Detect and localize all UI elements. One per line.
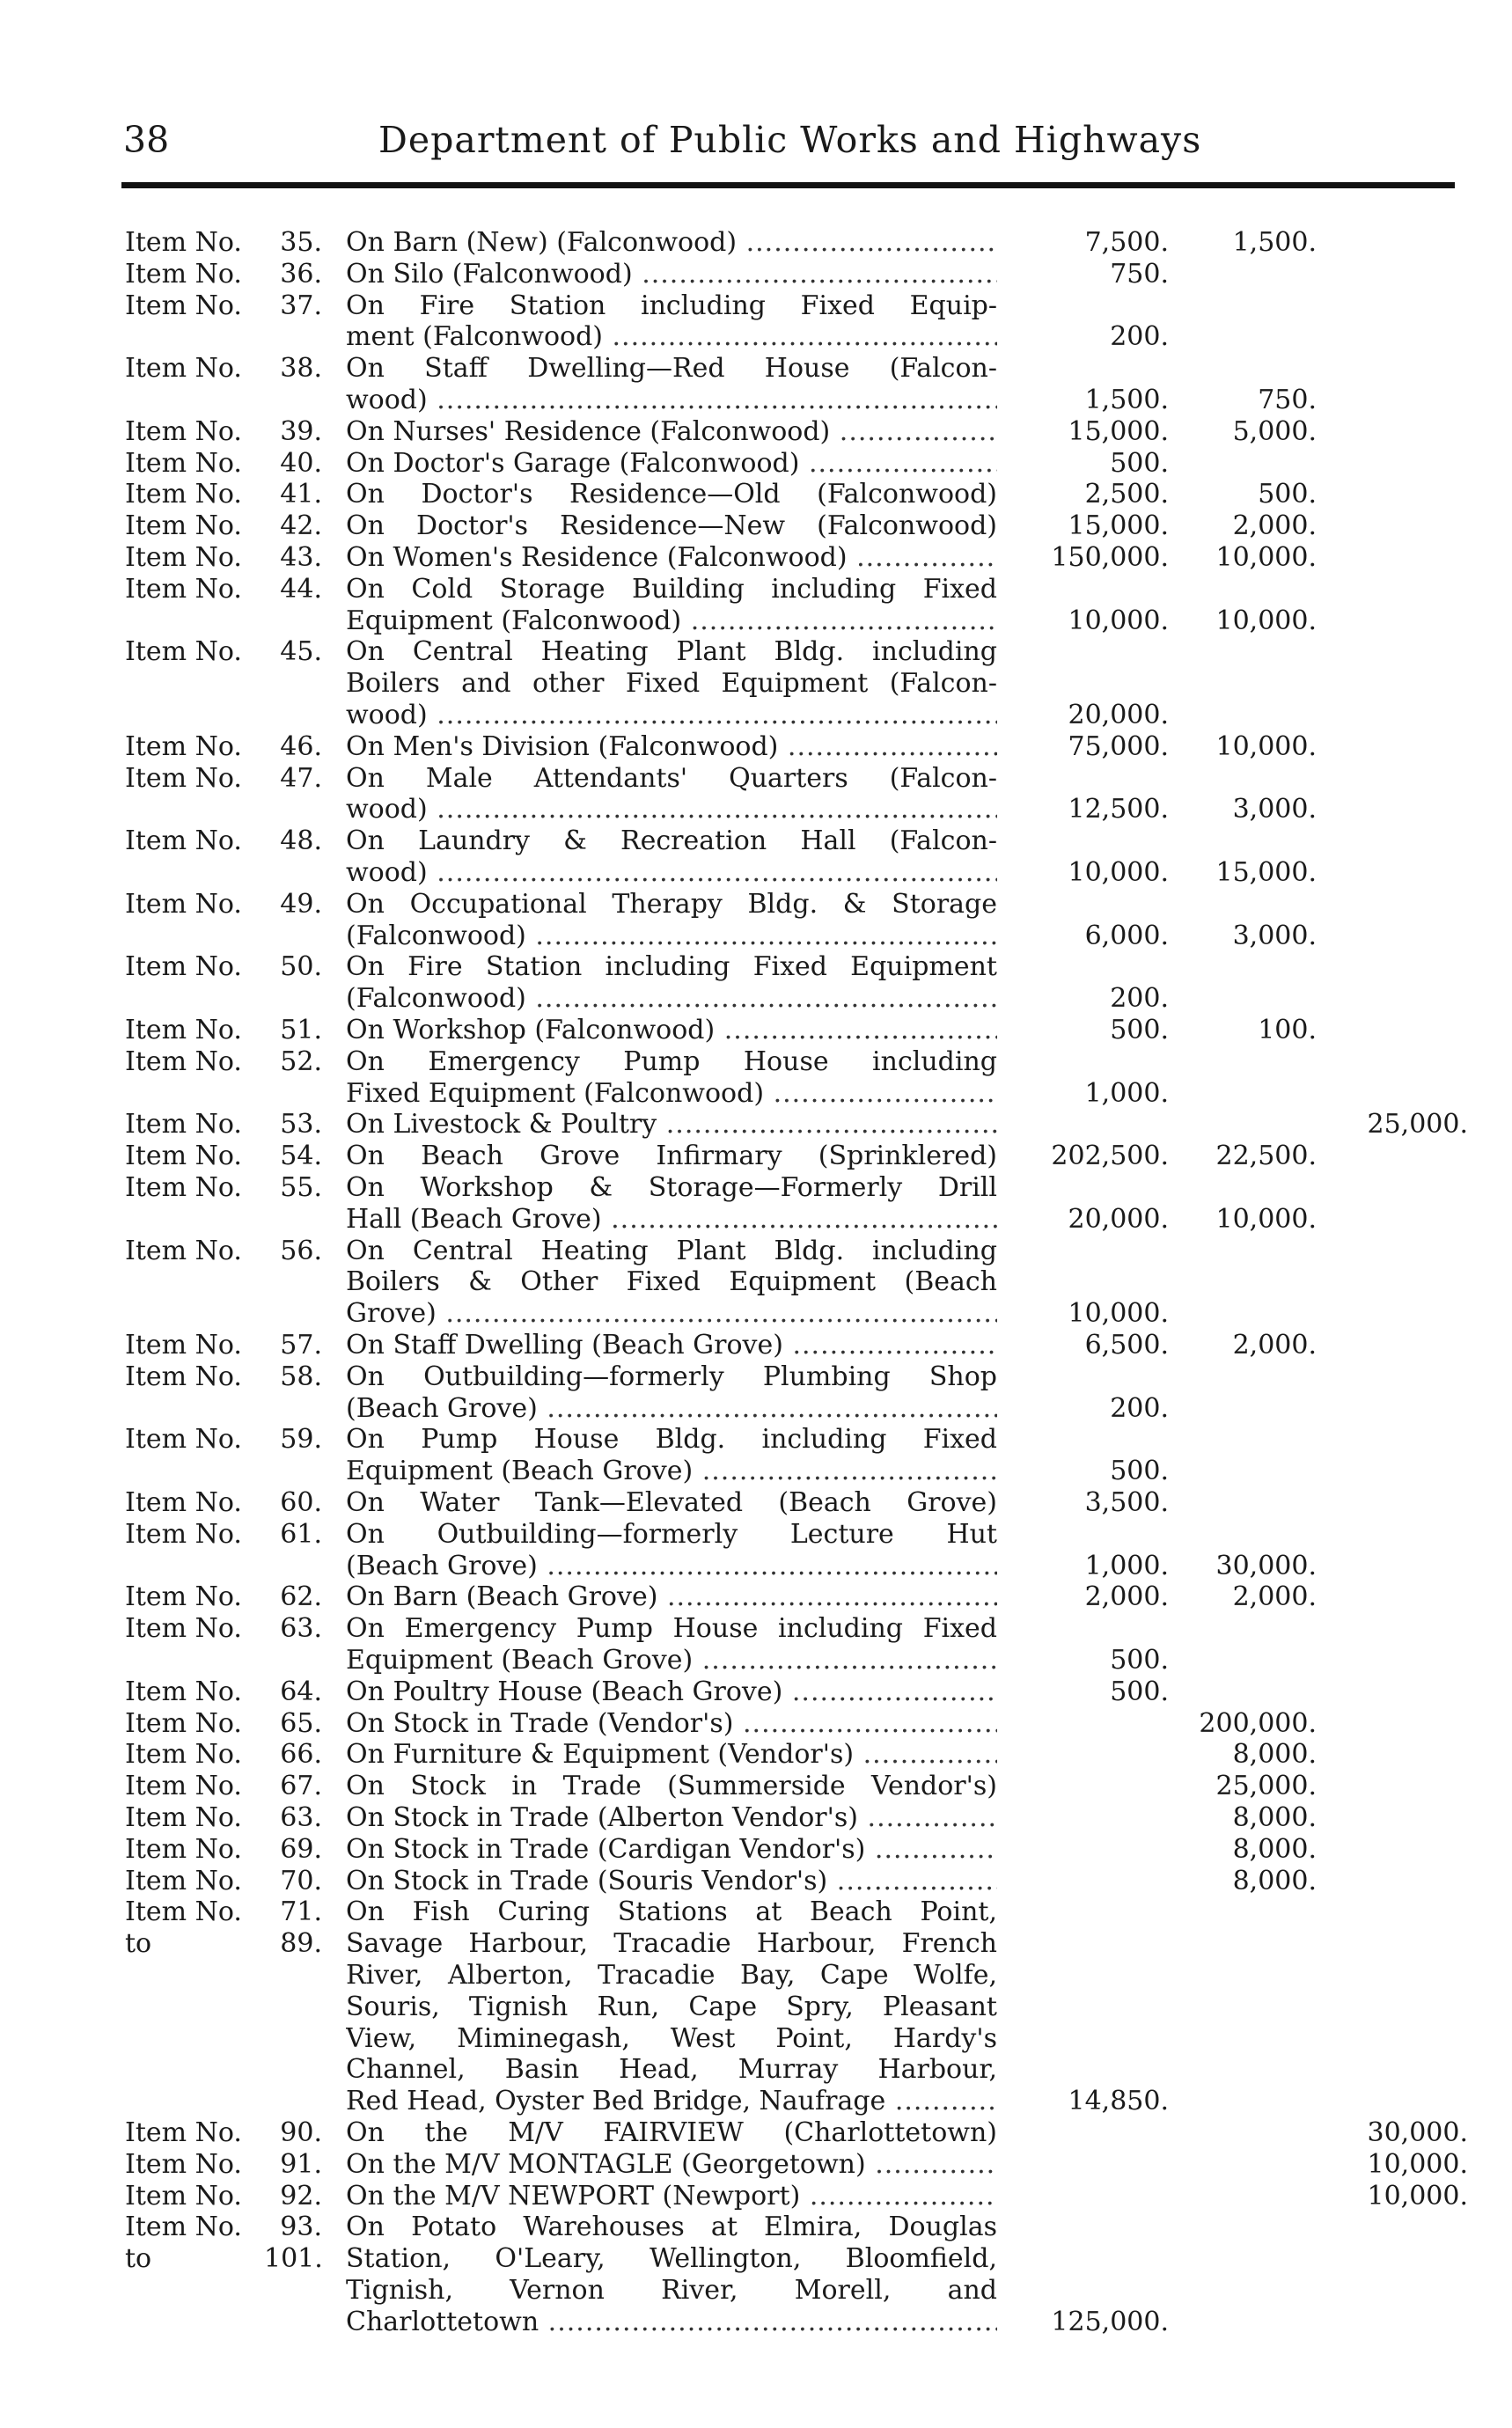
item-description: On Doctor's Residence—Old (Falconwood) bbox=[346, 479, 997, 510]
item-description: On Doctor's Residence—New (Falconwood) bbox=[346, 510, 997, 542]
item-label: Item No. bbox=[125, 1613, 242, 1645]
amount-col-1: 6,500. bbox=[1084, 1330, 1169, 1361]
item-label: Item No. bbox=[125, 1802, 242, 1833]
amount-col-2: 10,000. bbox=[1215, 605, 1317, 636]
amount-col-2: 2,000. bbox=[1232, 1330, 1317, 1361]
item-label: Item No. bbox=[125, 1739, 242, 1771]
item-label: Item No. bbox=[125, 1865, 242, 1896]
item-description: Charlottetown ..... bbox=[346, 2307, 997, 2337]
list-item bbox=[0, 1834, 1512, 1865]
item-number: 55. bbox=[280, 1172, 322, 1203]
list-item bbox=[0, 951, 1512, 982]
item-label: Item No. bbox=[125, 353, 242, 385]
item-description: Red Head, Oyster Bed Bridge, Naufrage ..... bbox=[346, 2086, 997, 2116]
list-item bbox=[0, 385, 1512, 415]
item-label: Item No. bbox=[125, 1424, 242, 1456]
list-item bbox=[0, 794, 1512, 825]
list-item bbox=[0, 1456, 1512, 1486]
amount-col-1: 15,000. bbox=[1068, 415, 1169, 447]
item-label: Item No. bbox=[125, 1172, 242, 1203]
list-item bbox=[0, 574, 1512, 605]
amount-col-2: 15,000. bbox=[1215, 857, 1317, 888]
amount-col-2: 3,000. bbox=[1232, 794, 1317, 825]
item-description: On Beach Grove Infirmary (Sprinklered) bbox=[346, 1141, 997, 1172]
list-item bbox=[0, 668, 1512, 699]
list-item bbox=[0, 2054, 1512, 2085]
list-item bbox=[0, 1771, 1512, 1801]
amount-col-1: 200. bbox=[1110, 983, 1169, 1015]
list-item bbox=[0, 763, 1512, 794]
amount-col-1: 10,000. bbox=[1068, 857, 1169, 888]
item-label: Item No. bbox=[125, 227, 242, 258]
amount-col-1: 500. bbox=[1110, 1015, 1169, 1045]
list-item bbox=[0, 605, 1512, 636]
amount-col-2: 8,000. bbox=[1232, 1739, 1317, 1771]
item-number: 46. bbox=[280, 730, 322, 762]
item-number: 47. bbox=[280, 762, 322, 794]
item-label: Item No. bbox=[125, 415, 242, 447]
item-number: 90. bbox=[280, 2117, 322, 2148]
item-number: 35. bbox=[280, 227, 322, 258]
amount-col-2: 8,000. bbox=[1232, 1865, 1317, 1896]
item-description: On Nurses' Residence (Falconwood) ..... bbox=[346, 416, 997, 447]
header-rule bbox=[121, 182, 1455, 188]
list-item bbox=[0, 1613, 1512, 1644]
item-description: On Outbuilding—formerly Plumbing Shop bbox=[346, 1361, 997, 1392]
item-number: 67. bbox=[280, 1771, 322, 1802]
amount-col-1: 2,000. bbox=[1084, 1581, 1169, 1613]
item-label: Item No. bbox=[125, 2117, 242, 2148]
item-description: On Stock in Trade (Summerside Vendor's) bbox=[346, 1771, 997, 1802]
item-number: 39. bbox=[280, 415, 322, 447]
list-item bbox=[0, 416, 1512, 447]
list-item bbox=[0, 2181, 1512, 2212]
item-description: On Cold Storage Building including Fixed bbox=[346, 573, 997, 605]
amount-col-1: 15,000. bbox=[1068, 510, 1169, 542]
item-number: 52. bbox=[280, 1045, 322, 1077]
item-number: 59. bbox=[280, 1424, 322, 1456]
item-number: 41. bbox=[280, 479, 322, 510]
list-item bbox=[0, 1141, 1512, 1171]
item-label: Item No. bbox=[125, 447, 242, 479]
item-label: to bbox=[125, 2243, 152, 2275]
item-description: On the M/V FAIRVIEW (Charlottetown) bbox=[346, 2117, 997, 2148]
list-item bbox=[0, 1866, 1512, 1896]
item-description: On Water Tank—Elevated (Beach Grove) bbox=[346, 1487, 997, 1518]
item-number: 38. bbox=[280, 353, 322, 385]
item-number: 51. bbox=[280, 1015, 322, 1045]
item-number: 43. bbox=[280, 542, 322, 573]
item-description: On Stock in Trade (Cardigan Vendor's) ..... bbox=[346, 1834, 997, 1865]
amount-col-1: 125,000. bbox=[1051, 2306, 1169, 2337]
item-number: 40. bbox=[280, 447, 322, 479]
item-description: On Fire Station including Fixed Equip- bbox=[346, 290, 997, 321]
item-description: On Potato Warehouses at Elmira, Douglas bbox=[346, 2212, 997, 2243]
amount-col-1: 150,000. bbox=[1051, 542, 1169, 573]
item-description: Station, O'Leary, Wellington, Bloomfield, bbox=[346, 2243, 997, 2275]
item-description: (Beach Grove) ..... bbox=[346, 1393, 997, 1424]
amount-col-2: 8,000. bbox=[1232, 1833, 1317, 1865]
list-item bbox=[0, 448, 1512, 479]
amount-col-1: 500. bbox=[1110, 447, 1169, 479]
amount-col-1: 500. bbox=[1110, 1456, 1169, 1487]
item-description: On Men's Division (Falconwood) ..... bbox=[346, 731, 997, 762]
item-description: On Livestock & Poultry ..... bbox=[346, 1109, 997, 1140]
list-item bbox=[0, 731, 1512, 762]
list-item bbox=[0, 290, 1512, 321]
item-label: Item No. bbox=[125, 290, 242, 321]
list-item bbox=[0, 1236, 1512, 1266]
item-description: View, Miminegash, West Point, Hardy's bbox=[346, 2022, 997, 2054]
item-description: wood) ..... bbox=[346, 700, 997, 730]
item-label: Item No. bbox=[125, 1771, 242, 1802]
amount-col-3: 10,000. bbox=[1367, 2180, 1468, 2212]
amount-col-1: 1,000. bbox=[1084, 1550, 1169, 1581]
item-description: On Fish Curing Stations at Beach Point, bbox=[346, 1896, 997, 1928]
page-header bbox=[123, 119, 1452, 172]
item-label: Item No. bbox=[125, 1581, 242, 1613]
item-description: On Stock in Trade (Vendor's) ..... bbox=[346, 1708, 997, 1739]
item-number: 70. bbox=[280, 1865, 322, 1896]
item-label: Item No. bbox=[125, 1235, 242, 1266]
amount-col-2: 500. bbox=[1258, 479, 1317, 510]
amount-col-1: 200. bbox=[1110, 321, 1169, 353]
list-item bbox=[0, 1424, 1512, 1455]
item-number: 65. bbox=[280, 1707, 322, 1739]
item-number: 93. bbox=[280, 2212, 322, 2243]
list-item bbox=[0, 2307, 1512, 2337]
item-number: 49. bbox=[280, 888, 322, 920]
amount-col-1: 7,500. bbox=[1084, 227, 1169, 258]
item-number: 42. bbox=[280, 510, 322, 542]
item-description: Boilers and other Fixed Equipment (Falcon- bbox=[346, 668, 997, 700]
amount-col-3: 10,000. bbox=[1367, 2148, 1468, 2180]
item-description: ment (Falconwood) ..... bbox=[346, 321, 997, 352]
item-description: On Fire Station including Fixed Equipment bbox=[346, 951, 997, 983]
list-item bbox=[0, 1330, 1512, 1361]
list-item bbox=[0, 2275, 1512, 2306]
item-description: On Silo (Falconwood) ..... bbox=[346, 259, 997, 290]
list-item bbox=[0, 227, 1512, 258]
item-number: 89. bbox=[280, 1928, 322, 1960]
amount-col-1: 202,500. bbox=[1051, 1141, 1169, 1172]
item-description: On Stock in Trade (Alberton Vendor's) ..... bbox=[346, 1802, 997, 1833]
list-item bbox=[0, 2149, 1512, 2180]
list-item bbox=[0, 1046, 1512, 1077]
item-label: Item No. bbox=[125, 1045, 242, 1077]
item-label: Item No. bbox=[125, 573, 242, 605]
amount-col-2: 200,000. bbox=[1199, 1707, 1317, 1739]
amount-col-2: 5,000. bbox=[1232, 415, 1317, 447]
amount-col-1: 500. bbox=[1110, 1645, 1169, 1676]
item-description: On Workshop & Storage—Formerly Drill bbox=[346, 1172, 997, 1203]
list-item bbox=[0, 2117, 1512, 2148]
item-description: Hall (Beach Grove) ..... bbox=[346, 1204, 997, 1235]
item-description: On Barn (Beach Grove) ..... bbox=[346, 1581, 997, 1612]
list-item bbox=[0, 479, 1512, 510]
item-description: On Stock in Trade (Souris Vendor's) ..... bbox=[346, 1866, 997, 1896]
amount-col-1: 75,000. bbox=[1068, 730, 1169, 762]
amount-col-1: 1,000. bbox=[1084, 1077, 1169, 1109]
amount-col-2: 1,500. bbox=[1232, 227, 1317, 258]
item-description: Souris, Tignish Run, Cape Spry, Pleasant bbox=[346, 1991, 997, 2022]
amount-col-2: 10,000. bbox=[1215, 1203, 1317, 1235]
item-description: On the M/V MONTAGLE (Georgetown) ..... bbox=[346, 2149, 997, 2180]
list-item bbox=[0, 636, 1512, 667]
item-label: Item No. bbox=[125, 1707, 242, 1739]
amount-col-2: 2,000. bbox=[1232, 1581, 1317, 1613]
item-label: Item No. bbox=[125, 762, 242, 794]
item-number: 69. bbox=[280, 1833, 322, 1865]
item-number: 64. bbox=[280, 1676, 322, 1707]
list-item bbox=[0, 1266, 1512, 1297]
amount-col-1: 10,000. bbox=[1068, 1298, 1169, 1330]
item-label: Item No. bbox=[125, 1487, 242, 1518]
list-item bbox=[0, 857, 1512, 888]
item-label: Item No. bbox=[125, 1141, 242, 1172]
list-item bbox=[0, 1992, 1512, 2022]
list-item bbox=[0, 825, 1512, 856]
item-description: On Staff Dwelling (Beach Grove) ..... bbox=[346, 1330, 997, 1361]
item-number: 91. bbox=[280, 2148, 322, 2180]
item-description: Tignish, Vernon River, Morell, and bbox=[346, 2275, 997, 2306]
item-label: Item No. bbox=[125, 1896, 242, 1928]
page-number: 38 bbox=[123, 119, 170, 161]
amount-col-2: 2,000. bbox=[1232, 510, 1317, 542]
list-item bbox=[0, 1896, 1512, 1927]
amount-col-1: 6,000. bbox=[1084, 920, 1169, 951]
item-label: Item No. bbox=[125, 542, 242, 573]
list-item bbox=[0, 321, 1512, 352]
item-label: Item No. bbox=[125, 1015, 242, 1045]
amount-col-2: 3,000. bbox=[1232, 920, 1317, 951]
item-number: 48. bbox=[280, 825, 322, 857]
list-item bbox=[0, 1928, 1512, 1959]
amount-col-1: 2,500. bbox=[1084, 479, 1169, 510]
list-item bbox=[0, 1708, 1512, 1739]
item-description: On Emergency Pump House including bbox=[346, 1045, 997, 1077]
item-description: On Women's Residence (Falconwood) ..... bbox=[346, 542, 997, 573]
item-number: 56. bbox=[280, 1235, 322, 1266]
amount-col-1: 20,000. bbox=[1068, 700, 1169, 730]
item-description: On Staff Dwelling—Red House (Falcon- bbox=[346, 353, 997, 385]
list-item bbox=[0, 1298, 1512, 1329]
item-number: 71. bbox=[280, 1896, 322, 1928]
amount-col-1: 200. bbox=[1110, 1392, 1169, 1424]
list-item bbox=[0, 2212, 1512, 2242]
list-item bbox=[0, 1204, 1512, 1235]
list-item bbox=[0, 921, 1512, 951]
amount-col-2: 25,000. bbox=[1215, 1771, 1317, 1802]
item-label: Item No. bbox=[125, 510, 242, 542]
item-label: Item No. bbox=[125, 730, 242, 762]
amount-col-1: 14,850. bbox=[1068, 2086, 1169, 2117]
page-title: Department of Public Works and Highways bbox=[378, 119, 1202, 161]
item-label: Item No. bbox=[125, 1361, 242, 1392]
item-number: 53. bbox=[280, 1109, 322, 1141]
item-description: Grove) ..... bbox=[346, 1298, 997, 1329]
amount-col-1: 10,000. bbox=[1068, 605, 1169, 636]
amount-col-1: 500. bbox=[1110, 1676, 1169, 1707]
item-label: Item No. bbox=[125, 1330, 242, 1361]
item-number: 58. bbox=[280, 1361, 322, 1392]
list-item bbox=[0, 1960, 1512, 1991]
list-item bbox=[0, 2243, 1512, 2274]
amount-col-2: 30,000. bbox=[1215, 1550, 1317, 1581]
list-item bbox=[0, 1487, 1512, 1518]
amount-col-2: 10,000. bbox=[1215, 542, 1317, 573]
item-description: Equipment (Beach Grove) ..... bbox=[346, 1456, 997, 1486]
item-label: Item No. bbox=[125, 1676, 242, 1707]
item-description: Boilers & Other Fixed Equipment (Beach bbox=[346, 1266, 997, 1298]
item-description: On Emergency Pump House including Fixed bbox=[346, 1613, 997, 1645]
item-number: 36. bbox=[280, 258, 322, 290]
amount-col-2: 8,000. bbox=[1232, 1802, 1317, 1833]
item-description: Equipment (Falconwood) ..... bbox=[346, 605, 997, 636]
amount-col-2: 10,000. bbox=[1215, 730, 1317, 762]
item-number: 57. bbox=[280, 1330, 322, 1361]
amount-col-1: 12,500. bbox=[1068, 794, 1169, 825]
item-description: On Barn (New) (Falconwood) ..... bbox=[346, 227, 997, 258]
list-item bbox=[0, 1361, 1512, 1392]
item-number: 54. bbox=[280, 1141, 322, 1172]
item-description: On Pump House Bldg. including Fixed bbox=[346, 1424, 997, 1456]
item-description: (Beach Grove) ..... bbox=[346, 1551, 997, 1581]
amount-col-2: 750. bbox=[1258, 385, 1317, 415]
item-description: wood) ..... bbox=[346, 385, 997, 415]
item-label: Item No. bbox=[125, 888, 242, 920]
list-item bbox=[0, 1078, 1512, 1109]
item-description: On Central Heating Plant Bldg. including bbox=[346, 636, 997, 668]
item-number: 66. bbox=[280, 1739, 322, 1771]
item-description: Equipment (Beach Grove) ..... bbox=[346, 1645, 997, 1676]
list-item bbox=[0, 1645, 1512, 1676]
item-label: Item No. bbox=[125, 2212, 242, 2243]
item-description: wood) ..... bbox=[346, 857, 997, 888]
item-label: Item No. bbox=[125, 951, 242, 983]
item-description: On Furniture & Equipment (Vendor's) ..... bbox=[346, 1739, 997, 1770]
list-item bbox=[0, 1172, 1512, 1203]
item-label: Item No. bbox=[125, 2180, 242, 2212]
amount-col-1: 750. bbox=[1110, 258, 1169, 290]
list-item bbox=[0, 1109, 1512, 1140]
list-item bbox=[0, 1551, 1512, 1581]
item-number: 63. bbox=[280, 1613, 322, 1645]
item-description: Fixed Equipment (Falconwood) ..... bbox=[346, 1078, 997, 1109]
list-item bbox=[0, 1739, 1512, 1770]
amount-col-3: 25,000. bbox=[1367, 1109, 1468, 1141]
list-item bbox=[0, 1015, 1512, 1045]
list-item bbox=[0, 353, 1512, 384]
item-description: On Laundry & Recreation Hall (Falcon- bbox=[346, 825, 997, 857]
item-number: 45. bbox=[280, 636, 322, 668]
item-description: On Outbuilding—formerly Lecture Hut bbox=[346, 1518, 997, 1550]
item-label: Item No. bbox=[125, 636, 242, 668]
amount-col-3: 30,000. bbox=[1367, 2117, 1468, 2148]
item-description: (Falconwood) ..... bbox=[346, 983, 997, 1014]
amount-col-1: 20,000. bbox=[1068, 1203, 1169, 1235]
list-item bbox=[0, 2086, 1512, 2116]
item-number: 50. bbox=[280, 951, 322, 983]
item-description: On Workshop (Falconwood) ..... bbox=[346, 1015, 997, 1045]
item-description: On Male Attendants' Quarters (Falcon- bbox=[346, 762, 997, 794]
list-item bbox=[0, 700, 1512, 730]
item-description: Channel, Basin Head, Murray Harbour, bbox=[346, 2054, 997, 2086]
item-label: Item No. bbox=[125, 1518, 242, 1550]
item-label: Item No. bbox=[125, 825, 242, 857]
item-description: On Poultry House (Beach Grove) ..... bbox=[346, 1676, 997, 1707]
item-label: Item No. bbox=[125, 1109, 242, 1141]
item-number: 92. bbox=[280, 2180, 322, 2212]
item-number: 37. bbox=[280, 290, 322, 321]
item-number: 61. bbox=[280, 1518, 322, 1550]
list-item bbox=[0, 1581, 1512, 1612]
item-label: Item No. bbox=[125, 1833, 242, 1865]
item-description: (Falconwood) ..... bbox=[346, 921, 997, 951]
item-label: Item No. bbox=[125, 2148, 242, 2180]
item-description: wood) ..... bbox=[346, 794, 997, 825]
amount-col-1: 3,500. bbox=[1084, 1487, 1169, 1518]
item-description: On the M/V NEWPORT (Newport) ..... bbox=[346, 2181, 997, 2212]
item-description: On Doctor's Garage (Falconwood) ..... bbox=[346, 448, 997, 479]
item-number: 44. bbox=[280, 573, 322, 605]
item-label: Item No. bbox=[125, 258, 242, 290]
list-item bbox=[0, 1393, 1512, 1424]
item-label: Item No. bbox=[125, 479, 242, 510]
item-description: Savage Harbour, Tracadie Harbour, French bbox=[346, 1928, 997, 1960]
list-item bbox=[0, 1519, 1512, 1550]
item-label: to bbox=[125, 1928, 152, 1960]
item-description: River, Alberton, Tracadie Bay, Cape Wolfe, bbox=[346, 1960, 997, 1991]
list-item bbox=[0, 1802, 1512, 1833]
list-item bbox=[0, 889, 1512, 920]
list-item bbox=[0, 983, 1512, 1014]
list-item bbox=[0, 2023, 1512, 2054]
item-number: 101. bbox=[264, 2243, 323, 2275]
amount-col-2: 100. bbox=[1258, 1015, 1317, 1045]
item-number: 62. bbox=[280, 1581, 322, 1613]
list-item bbox=[0, 542, 1512, 573]
list-item bbox=[0, 1676, 1512, 1707]
item-number: 60. bbox=[280, 1487, 322, 1518]
item-description: On Occupational Therapy Bldg. & Storage bbox=[346, 888, 997, 920]
list-item bbox=[0, 259, 1512, 290]
item-description: On Central Heating Plant Bldg. including bbox=[346, 1235, 997, 1266]
list-item bbox=[0, 510, 1512, 541]
amount-col-1: 1,500. bbox=[1084, 385, 1169, 415]
amount-col-2: 22,500. bbox=[1215, 1141, 1317, 1172]
item-number: 63. bbox=[280, 1802, 322, 1833]
